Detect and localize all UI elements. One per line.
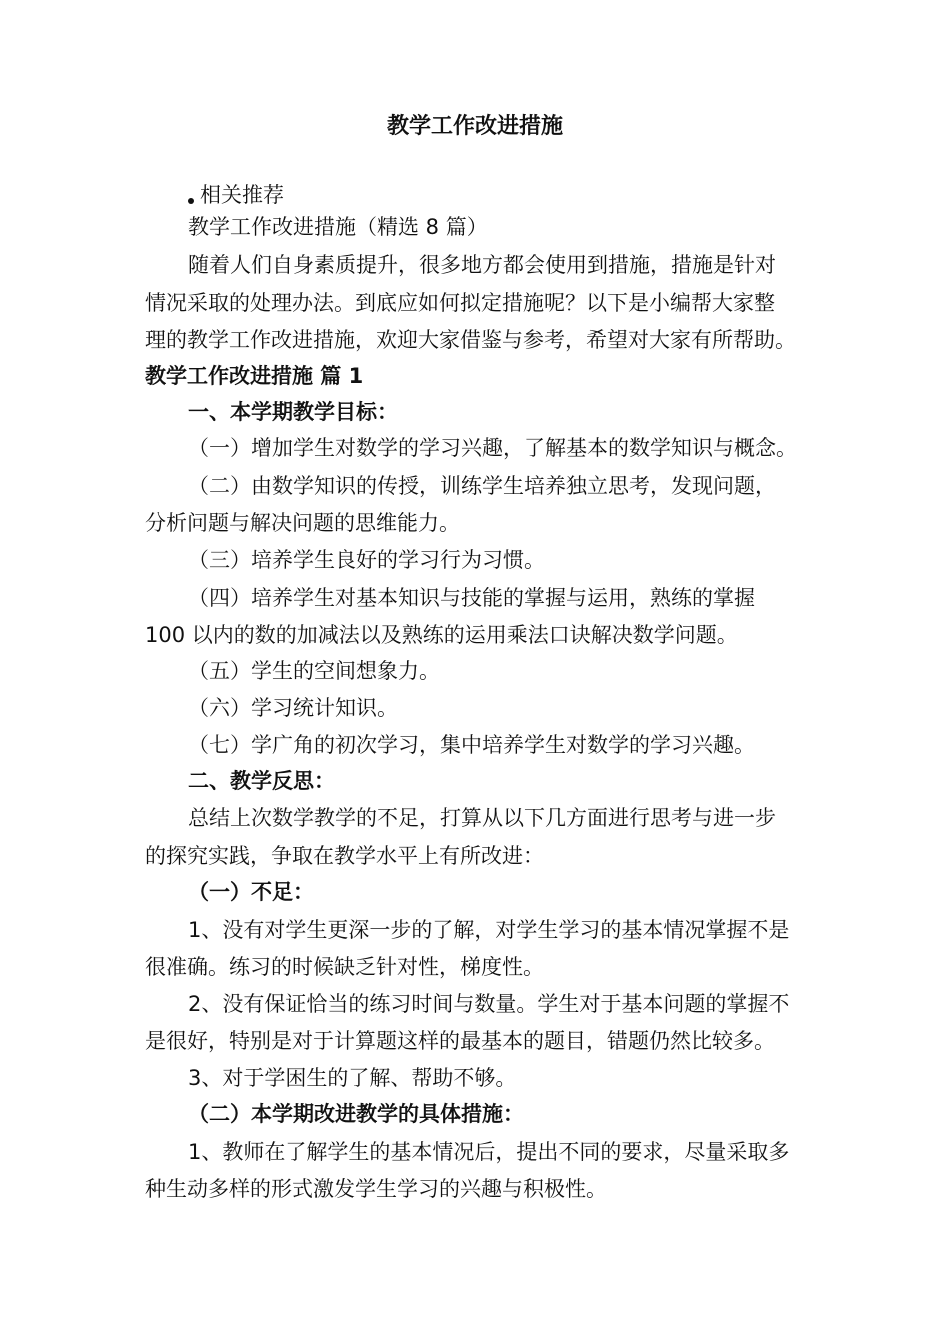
subsection-heading: （二）本学期改进教学的具体措施： [188, 1102, 524, 1126]
shortcoming-line: 3、对于学困生的了解、帮助不够。 [188, 1066, 517, 1090]
goal-line: （四）培养学生对基本知识与技能的掌握与运用，熟练的掌握 [188, 586, 755, 610]
subsection-heading: （一）不足： [188, 880, 314, 904]
intro-line: 情况采取的处理办法。到底应如何拟定措施呢？以下是小编帮大家整 [145, 291, 775, 315]
goal-line: （六）学习统计知识。 [188, 696, 398, 720]
shortcoming-line: 是很好，特别是对于计算题这样的最基本的题目，错题仍然比较多。 [145, 1029, 775, 1053]
goal-line: （三）培养学生良好的学习行为习惯。 [188, 548, 545, 572]
section-heading: 二、教学反思： [188, 769, 335, 793]
subtitle: 教学工作改进措施（精选 8 篇） [188, 215, 488, 239]
goal-line: （一）增加学生对数学的学习兴趣，了解基本的数学知识与概念。 [188, 436, 797, 460]
measure-line: 种生动多样的形式激发学生学习的兴趣与积极性。 [145, 1177, 607, 1201]
goal-line: 100 以内的数的加减法以及熟练的运用乘法口诀解决数学问题。 [145, 623, 738, 647]
shortcoming-line: 很准确。练习的时候缺乏针对性，梯度性。 [145, 955, 544, 979]
reflection-line: 的探究实践，争取在教学水平上有所改进： [145, 844, 544, 868]
shortcoming-line: 1、没有对学生更深一步的了解，对学生学习的基本情况掌握不是 [188, 918, 790, 942]
intro-line: 随着人们自身素质提升，很多地方都会使用到措施，措施是针对 [188, 253, 776, 277]
section-heading: 一、本学期教学目标： [188, 400, 398, 424]
related-recommendation[interactable] [188, 180, 284, 210]
goal-line: （五）学生的空间想象力。 [188, 659, 440, 683]
measure-line: 1、教师在了解学生的基本情况后，提出不同的要求，尽量采取多 [188, 1140, 790, 1164]
goal-line: 分析问题与解决问题的思维能力。 [145, 511, 460, 535]
intro-line: 理的教学工作改进措施，欢迎大家借鉴与参考，希望对大家有所帮助。 [145, 328, 796, 352]
related-label: 相关推荐 [200, 183, 284, 207]
shortcoming-line: 2、没有保证恰当的练习时间与数量。学生对于基本问题的掌握不 [188, 992, 790, 1016]
reflection-line: 总结上次数学教学的不足，打算从以下几方面进行思考与进一步 [188, 806, 776, 830]
article-heading: 教学工作改进措施 篇 1 [145, 364, 364, 388]
goal-line: （七）学广角的初次学习，集中培养学生对数学的学习兴趣。 [188, 733, 755, 757]
document-title: 教学工作改进措施 [386, 114, 563, 139]
goal-line: （二）由数学知识的传授，训练学生培养独立思考，发现问题， [188, 474, 776, 498]
bullet-icon [188, 198, 194, 204]
